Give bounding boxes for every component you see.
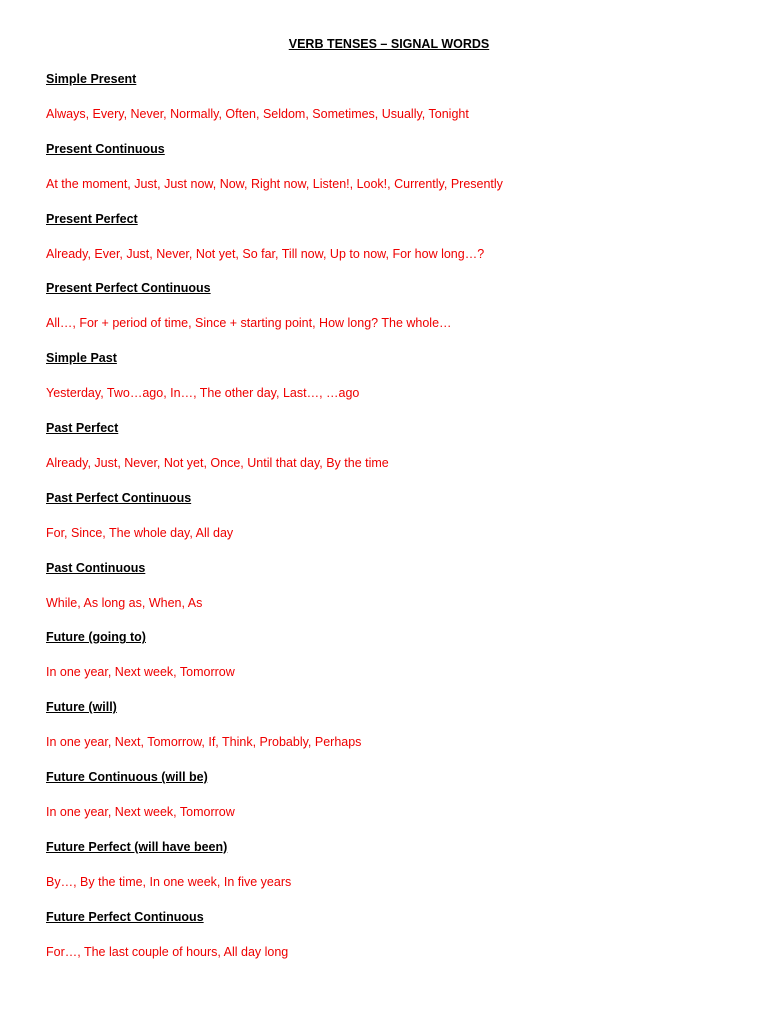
tense-heading: Future Continuous (will be) [46, 769, 208, 784]
tense-section-list [46, 71, 746, 978]
tense-heading: Present Continuous [46, 141, 165, 156]
signal-words: Always, Every, Never, Normally, Often, Seldom, Sometimes, Usually, Tonight [46, 107, 469, 121]
tense-section-present-perfect [46, 211, 746, 281]
signal-words: In one year, Next week, Tomorrow [46, 665, 235, 680]
signal-words: All…, For + period of time, Since + starting point, How long? The whole… [46, 316, 452, 331]
tense-heading: Future Perfect Continuous [46, 909, 204, 924]
tense-section-future-continuous [46, 769, 746, 839]
tense-section-future-perfect-continuous [46, 909, 746, 979]
tense-heading: Present Perfect Continuous [46, 281, 211, 296]
signal-words: Yesterday, Two…ago, In…, The other day, Last…, …ago [46, 386, 360, 401]
signal-words: Already, Just, Never, Not yet, Once, Until that day, By the time [46, 455, 389, 470]
tense-section-future-will [46, 699, 746, 769]
tense-heading: Past Perfect [46, 420, 119, 435]
signal-words: For…, The last couple of hours, All day long [46, 944, 289, 959]
tense-heading: Past Perfect Continuous [46, 490, 192, 505]
signal-words: By…, By the time, In one week, In five years [46, 874, 292, 889]
tense-section-present-continuous [46, 141, 746, 211]
tense-section-simple-past [46, 350, 746, 420]
tense-heading: Simple Present [46, 72, 137, 86]
tense-heading: Future Perfect (will have been) [46, 839, 228, 854]
tense-section-present-perfect-continuous [46, 280, 746, 350]
tense-section-past-perfect-continuous [46, 490, 746, 560]
signal-words: In one year, Next week, Tomorrow [46, 804, 235, 819]
signal-words: Already, Ever, Just, Never, Not yet, So far, Till now, Up to now, For how long…? [46, 246, 485, 261]
tense-heading: Simple Past [46, 351, 117, 366]
tense-section-past-perfect [46, 420, 746, 490]
signal-words: For, Since, The whole day, All day [46, 525, 234, 540]
signal-words: At the moment, Just, Just now, Now, Right now, Listen!, Look!, Currently, Presently [46, 176, 503, 191]
tense-section-future-perfect [46, 839, 746, 909]
tense-heading: Future (going to) [46, 630, 146, 645]
tense-section-past-continuous [46, 560, 746, 630]
signal-words: In one year, Next, Tomorrow, If, Think, Probably, Perhaps [46, 735, 362, 750]
document-title: VERB TENSES – SIGNAL WORDS [288, 37, 490, 51]
tense-heading: Present Perfect [46, 211, 138, 226]
tense-heading: Future (will) [46, 700, 117, 715]
signal-words: While, As long as, When, As [46, 595, 203, 610]
tense-heading: Past Continuous [46, 560, 146, 575]
tense-section-future-going-to [46, 629, 746, 699]
tense-section-simple-present [46, 71, 746, 141]
